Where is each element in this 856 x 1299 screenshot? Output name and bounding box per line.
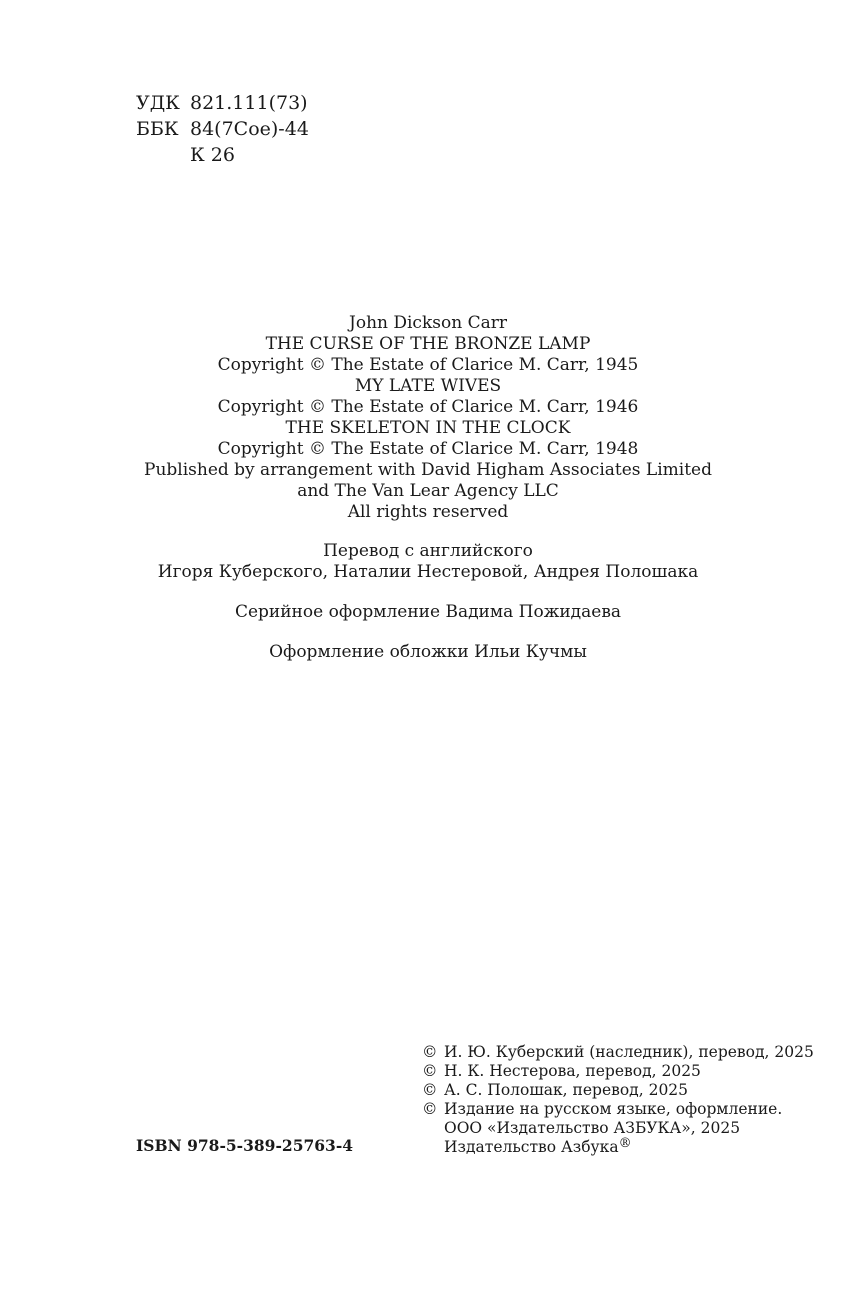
translation-line-2: Игоря Куберского, Наталии Нестеровой, Андрея Полошака [157, 562, 699, 582]
spacer [0, 583, 856, 602]
classification-block [136, 90, 309, 168]
copyright-symbol: © [422, 1062, 438, 1080]
rights-block [0, 313, 856, 663]
copyright-item [422, 1043, 814, 1062]
copyright-notices [422, 1043, 814, 1157]
book1-title: THE CURSE OF THE BRONZE LAMP [265, 334, 591, 354]
series-design-credit: Серийное оформление Вадима Пожидаева [234, 602, 622, 622]
udk-value: 821.111(73) [190, 92, 308, 114]
book2-copyright: Copyright © The Estate of Clarice M. Carr, 1946 [217, 397, 639, 417]
arrangement-line-2: and The Van Lear Agency LLC [297, 481, 559, 501]
copyright-item [422, 1081, 814, 1100]
copyright-symbol: © [422, 1100, 438, 1118]
copyright-item [422, 1100, 814, 1119]
author-mark [136, 142, 309, 168]
spacer [0, 523, 856, 541]
udk-label: УДК [136, 92, 180, 114]
cover-design-credit: Оформление обложки Ильи Кучмы [269, 642, 587, 662]
copyright-item [422, 1062, 814, 1081]
copyright-text: Издание на русском языке, оформление. [444, 1100, 783, 1118]
publisher-name: Издательство Азбука [444, 1138, 619, 1156]
rights-reserved: All rights reserved [347, 502, 509, 522]
copyright-text: А. С. Полошак, перевод, 2025 [444, 1081, 689, 1099]
publisher-line-2 [422, 1138, 814, 1157]
publisher-line-1: ООО «Издательство АЗБУКА», 2025 [444, 1119, 741, 1137]
copyright-text: Н. К. Нестерова, перевод, 2025 [444, 1062, 701, 1080]
udk-row [136, 90, 309, 116]
spacer [0, 623, 856, 642]
copyright-text: И. Ю. Куберский (наследник), перевод, 2025 [444, 1043, 814, 1061]
bbk-value: 84(7Сое)-44 [190, 118, 309, 140]
isbn: ISBN 978-5-389-25763-4 [136, 1136, 354, 1155]
arrangement-line-1: Published by arrangement with David Higham Associates Limited [144, 460, 712, 480]
copyright-symbol: © [422, 1081, 438, 1099]
copyright-symbol: © [422, 1043, 438, 1061]
bbk-row [136, 116, 309, 142]
translation-line-1: Перевод с английского [323, 541, 533, 561]
author-name: John Dickson Carr [349, 313, 507, 333]
book3-title: THE SKELETON IN THE CLOCK [285, 418, 571, 438]
book2-title: MY LATE WIVES [354, 376, 502, 396]
book3-copyright: Copyright © The Estate of Clarice M. Carr, 1948 [217, 439, 639, 459]
book1-copyright: Copyright © The Estate of Clarice M. Carr, 1945 [217, 355, 639, 375]
author-mark-value: К 26 [190, 144, 235, 166]
registered-trademark-icon: ® [618, 1136, 632, 1151]
bbk-label: ББК [136, 118, 179, 140]
